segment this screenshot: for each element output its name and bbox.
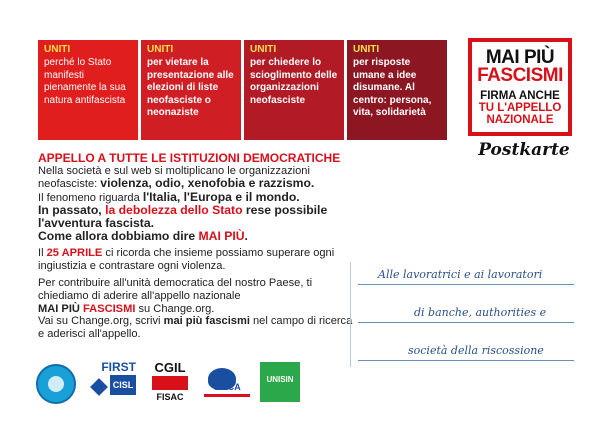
divider-line — [350, 262, 351, 367]
first-cisl-logo — [88, 360, 136, 406]
box-text: per vietare la presentazione alle elezioni di liste neofasciste o neonaziste — [147, 57, 234, 119]
paragraph-5: Il 25 APRILE ci ricorda che insieme possiamo superare ogni ingiustizia e contrastare ogni violenza. — [38, 247, 335, 272]
mai-piu-fascismi-logo — [468, 38, 572, 136]
cisl-label: CISL — [110, 375, 136, 395]
uilca-label: UILCA — [213, 382, 241, 392]
cgil-label: CGIL — [154, 360, 186, 375]
uniti-box-2 — [141, 40, 241, 140]
logo-line-4: TU L'APPELLO — [478, 102, 562, 114]
postkarte-label: Postkarte — [478, 140, 570, 160]
first-label: FIRST — [101, 360, 136, 374]
unisin-label: UNISIN — [266, 375, 294, 384]
address-line-1: Alle lavoratrici e ai lavoratori — [378, 268, 543, 281]
paragraph-3: In passato, la debolezza dello Stato rese possibile l'avventura fascista. — [38, 203, 328, 230]
paragraph-1: Nella società e sul web si moltiplicano le organizzazioni neofasciste: violenza, odio, xenofobia e razzismo. — [38, 164, 315, 191]
paragraph-7: Vai su Change.org, scrivi mai più fascismi nel campo di ricerca e aderisci all'appello. — [38, 315, 353, 340]
address-line-2: di banche, authorities e — [414, 306, 547, 319]
logo-line-1: MAI PIÙ — [485, 47, 555, 68]
unisin-logo — [260, 362, 300, 402]
box-head: UNITI — [250, 44, 277, 55]
fisac-label: FISAC — [156, 392, 184, 402]
address-line-3: società della riscossione — [408, 344, 544, 357]
box-text: perché lo Stato manifesti pienamente la sua natura antifascista — [44, 57, 126, 106]
box-head: UNITI — [147, 44, 174, 55]
logo-line-3: FIRMA ANCHE — [480, 90, 560, 102]
uilca-underline — [204, 394, 250, 397]
logo-line-5: NAZIONALE — [486, 114, 554, 126]
paragraph-6: Per contribuire all'unità democratica del nostro Paese, ti chiediamo di aderire all'appello nazionale MAI PIÙ FASCISMI su Change.org. — [38, 277, 313, 315]
address-rule-3 — [358, 360, 574, 361]
cgil-bar-icon — [152, 376, 188, 390]
box-text: per risposte umane a idee disumane. Al centro: persona, vita, solidarietà — [353, 57, 432, 119]
appeal-text — [38, 152, 358, 340]
box-text: per chiedere lo scioglimento delle organizzazioni neofasciste — [250, 57, 338, 106]
uniti-box-4 — [347, 40, 447, 140]
box-head: UNITI — [44, 44, 71, 55]
cgil-fisac-logo — [146, 360, 194, 406]
logo-line-2: FASCISMI — [477, 65, 563, 86]
address-rule-2 — [358, 322, 574, 323]
union-logos — [36, 360, 366, 406]
uniti-box-1 — [38, 40, 138, 140]
appeal-title: APPELLO A TUTTE LE ISTITUZIONI DEMOCRATICHE — [38, 151, 341, 165]
box-head: UNITI — [353, 44, 380, 55]
paragraph-2: Il fenomeno riguarda l'Italia, l'Europa e il mondo. — [38, 189, 300, 204]
union-seal-logo — [36, 364, 76, 404]
address-rule-1 — [358, 284, 574, 285]
uniti-box-3 — [244, 40, 344, 140]
uilca-logo — [204, 360, 250, 406]
paragraph-4: Come allora dobbiamo dire MAI PIÙ. — [38, 228, 248, 243]
first-mark-icon — [90, 378, 108, 396]
